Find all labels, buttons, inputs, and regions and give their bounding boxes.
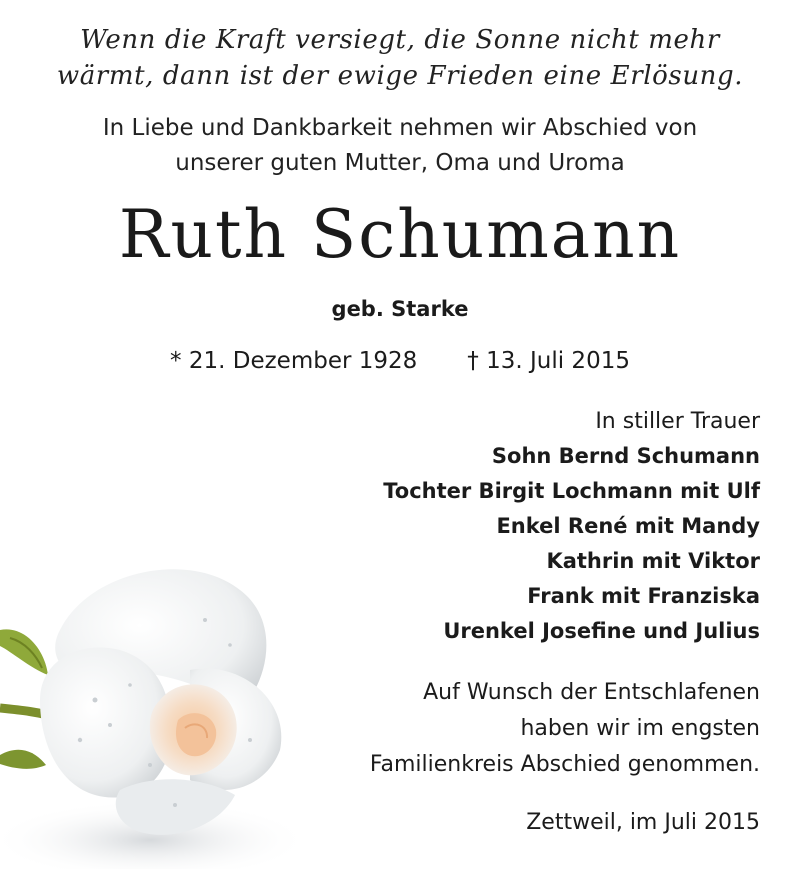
mourner-line: Urenkel Josefine und Julius (443, 619, 760, 643)
mourners-list (383, 404, 760, 649)
mourner-line: Frank mit Franziska (527, 584, 760, 608)
quote-line-1: Wenn die Kraft versiegt, die Sonne nicht mehr (80, 25, 720, 55)
notice-line-2: haben wir im engsten (520, 716, 760, 741)
notice-line-3: Familienkreis Abschied genommen. (369, 752, 760, 777)
deceased-name: Ruth Schumann (118, 196, 682, 273)
maiden-name: geb. Starke (331, 297, 469, 321)
mourner-line: Kathrin mit Viktor (546, 549, 760, 573)
mourner-line: Sohn Bernd Schumann (491, 444, 760, 468)
mourners-heading: In stiller Trauer (595, 409, 760, 434)
mourner-line: Enkel René mit Mandy (496, 514, 760, 538)
quote-line-2: wärmt, dann ist der ewige Frieden eine Erlösung. (56, 61, 744, 91)
white-rose-image (0, 550, 310, 869)
birth-date: * 21. Dezember 1928 (170, 348, 418, 374)
intro-line-1: In Liebe und Dankbarkeit nehmen wir Abschied von (102, 115, 698, 141)
life-dates (0, 343, 800, 379)
intro-text (0, 111, 800, 181)
mourner-line: Tochter Birgit Lochmann mit Ulf (383, 479, 760, 503)
place-and-date: Zettweil, im Juli 2015 (526, 810, 760, 835)
notice-line-1: Auf Wunsch der Entschlafenen (423, 680, 760, 705)
intro-line-2: unserer guten Mutter, Oma und Uroma (175, 150, 625, 176)
death-date: † 13. Juli 2015 (467, 348, 630, 374)
memorial-quote (0, 22, 800, 94)
funeral-notice (370, 675, 760, 783)
